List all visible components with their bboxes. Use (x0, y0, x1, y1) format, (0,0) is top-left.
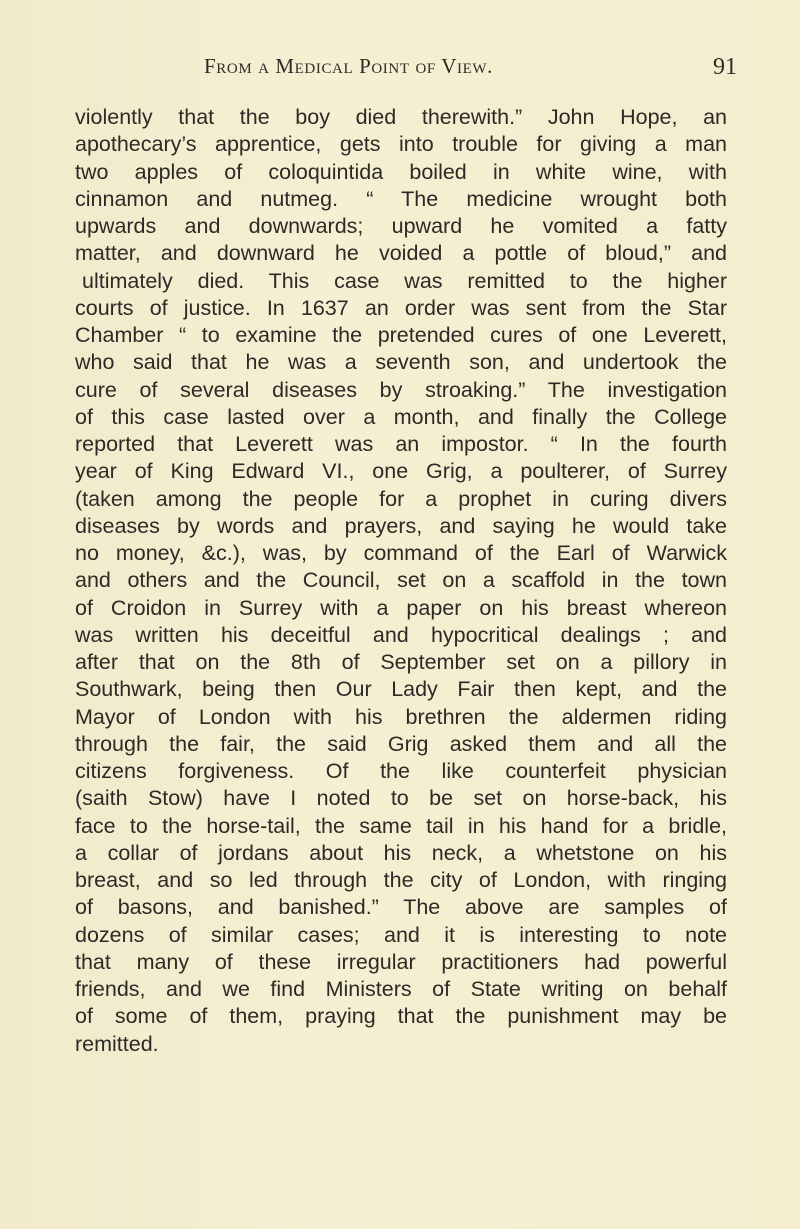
text-line: that many of these irregular practitioners had powerful (75, 949, 727, 974)
text-line: who said that he was a seventh son, and undertook the (75, 350, 727, 375)
body-text (75, 104, 727, 1058)
text-line: of Croidon in Surrey with a paper on his breast whereon (75, 595, 727, 620)
text-line: courts of justice. In 1637 an order was sent from the Star (75, 295, 727, 320)
text-line: violently that the boy died therewith.” John Hope, an (75, 105, 727, 129)
text-line: (saith Stow) have I noted to be set on horse-back, his (75, 786, 727, 811)
text-line: and others and the Council, set on a scaffold in the town (75, 568, 727, 593)
text-line: cure of several diseases by stroaking.” The investigation (75, 377, 727, 402)
text-line: face to the horse-tail, the same tail in his hand for a bridle, (75, 813, 727, 838)
text-line: through the fair, the said Grig asked them and all the (75, 731, 727, 756)
text-line: of this case lasted over a month, and finally the College (75, 404, 727, 429)
running-title: From a Medical Point of View. (204, 54, 494, 78)
text-line: reported that Leverett was an impostor. “ In the fourth (75, 432, 727, 456)
text-line: of some of them, praying that the punishment may be (75, 1004, 727, 1029)
text-line: after that on the 8th of September set on a pillory in (75, 650, 727, 674)
text-line: was written his deceitful and hypocritical dealings ; and (75, 622, 727, 647)
text-line: Chamber “ to examine the pretended cures of one Leverett, (75, 323, 727, 347)
text-line: friends, and we find Ministers of State writing on behalf (75, 977, 727, 1001)
text-line: upwards and downwards; upward he vomited a fatty (75, 214, 727, 238)
text-line: Southwark, being then Our Lady Fair then kept, and the (75, 677, 727, 702)
text-line-last: remitted. (75, 1031, 159, 1056)
text-line: diseases by words and prayers, and saying he would take (75, 513, 727, 538)
text-line: citizens forgiveness. Of the like counterfeit physician (75, 759, 727, 783)
text-line: Mayor of London with his brethren the aldermen riding (75, 704, 727, 729)
text-line: year of King Edward VI., one Grig, a poulterer, of Surrey (75, 459, 727, 484)
text-line: ultimately died. This case was remitted to the higher (82, 268, 727, 293)
page-number: 91 (713, 54, 737, 80)
text-line: dozens of similar cases; and it is interesting to note (75, 922, 727, 947)
text-line: two apples of coloquintida boiled in white wine, with (75, 159, 727, 184)
text-line: (taken among the people for a prophet in curing divers (75, 486, 727, 511)
text-line: cinnamon and nutmeg. “ The medicine wrought both (75, 186, 727, 211)
text-line: no money, &c.), was, by command of the Earl of Warwick (75, 541, 727, 565)
text-line: apothecary’s apprentice, gets into trouble for giving a man (75, 132, 727, 157)
text-line: matter, and downward he voided a pottle of bloud,” and (75, 241, 727, 266)
text-line: a collar of jordans about his neck, a whetstone on his (75, 840, 727, 865)
text-line: breast, and so led through the city of London, with ringing (75, 868, 727, 892)
text-line: of basons, and banished.” The above are samples of (75, 895, 727, 920)
